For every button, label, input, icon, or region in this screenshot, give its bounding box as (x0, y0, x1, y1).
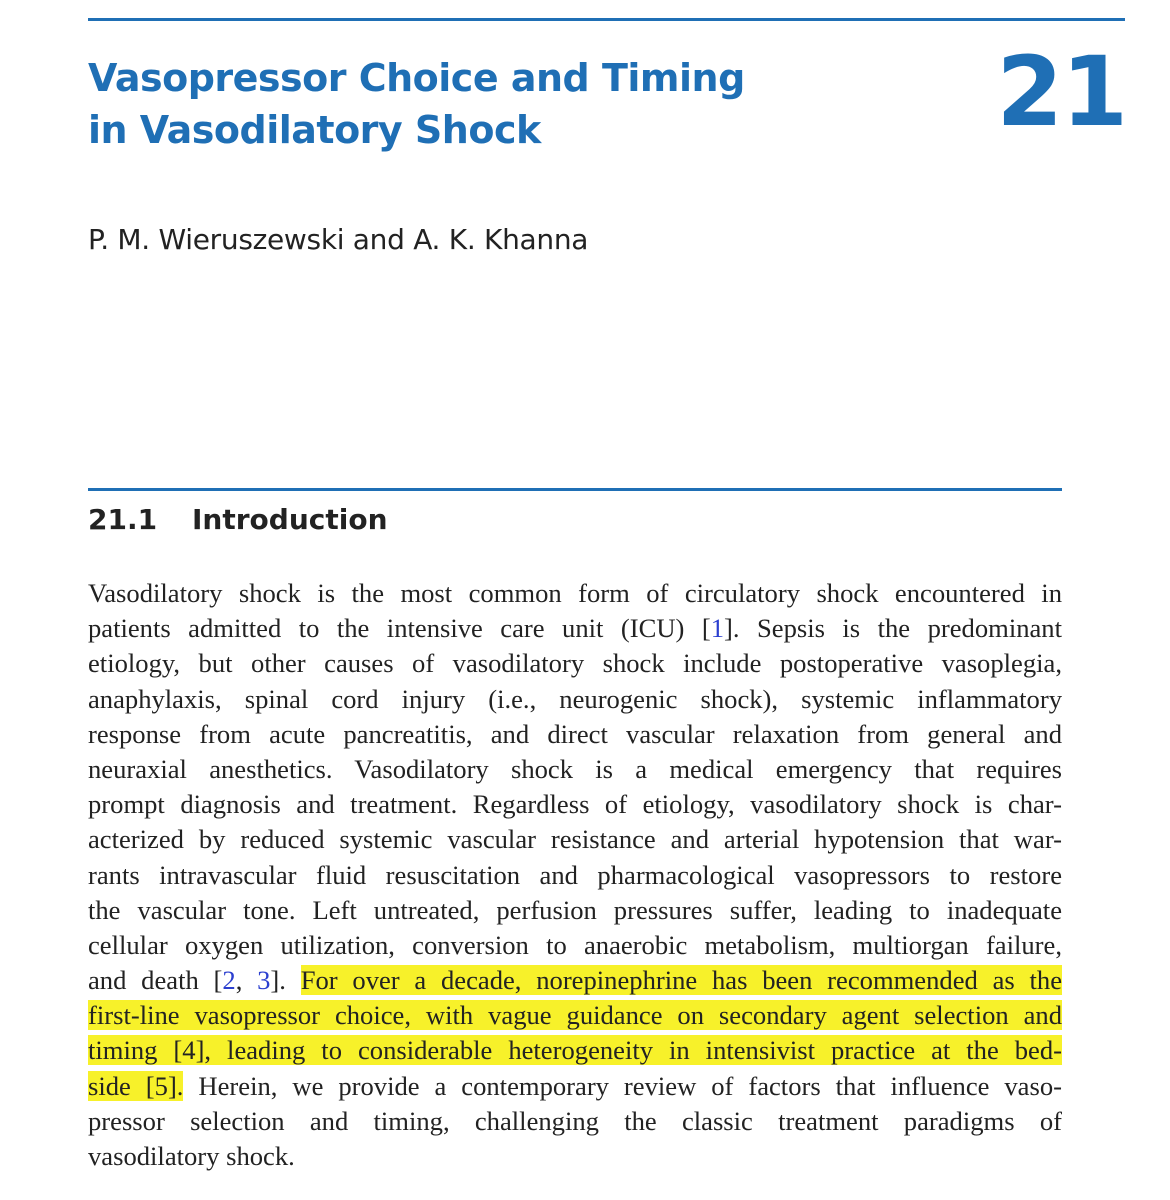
body-text-segment: ]. (270, 965, 301, 996)
body-paragraph (88, 576, 1062, 1174)
top-rule (88, 18, 1125, 21)
body-text-segment: ]. Sepsis is the predominant (724, 613, 1062, 644)
body-line: Vasodilatory shock is the most common form of circulatory shock encountered in (88, 578, 1062, 608)
highlighted-text: first-line vasopressor choice, with vague guidance on secondary agent selection and (88, 1000, 1062, 1031)
body-line: pressor selection and timing, challenging the classic treatment paradigms of (88, 1105, 1062, 1136)
body-line (88, 963, 1062, 998)
body-text-segment: , (235, 965, 258, 996)
body-text-segment: Herein, we provide a contemporary review of factors that influence vaso- (183, 1070, 1062, 1101)
citation-link[interactable]: 3 (257, 965, 271, 996)
section-title: Introduction (192, 503, 388, 536)
body-line: response from acute pancreatitis, and direct vascular relaxation from general and (88, 718, 1062, 749)
section-number: 21.1 (88, 503, 158, 536)
highlighted-text: side [5]. (88, 1070, 184, 1101)
body-text-segment: and death [ (88, 965, 223, 996)
chapter-number: 21 (996, 36, 1126, 148)
section-heading (88, 500, 388, 540)
citation-link[interactable]: 2 (222, 965, 236, 996)
body-line: prompt diagnosis and treatment. Regardless of etiology, vasodilatory shock is char- (88, 789, 1062, 820)
section-rule (88, 488, 1062, 491)
body-line: vasodilatory shock. (88, 1141, 295, 1171)
highlighted-text: For over a decade, norepinephrine has been recommended as the (300, 965, 1062, 996)
body-line: etiology, but other causes of vasodilatory shock include postoperative vasoplegia, (88, 648, 1062, 679)
body-line: the vascular tone. Left untreated, perfusion pressures suffer, leading to inadequate (88, 894, 1062, 925)
body-line: acterized by reduced systemic vascular resistance and arterial hypotension that war- (88, 824, 1062, 855)
body-line (88, 1069, 1062, 1104)
body-line: cellular oxygen utilization, conversion to anaerobic metabolism, multiorgan failure, (88, 929, 1062, 960)
body-line (88, 611, 1062, 646)
body-text-segment: patients admitted to the intensive care unit (ICU) [ (88, 613, 711, 644)
highlighted-text: timing [4], leading to considerable heterogeneity in intensivist practice at the bed- (88, 1035, 1062, 1066)
body-line (88, 1033, 1062, 1068)
body-line: rants intravascular fluid resuscitation and pharmacological vasopressors to restore (88, 859, 1062, 890)
body-line: anaphylaxis, spinal cord injury (i.e., neurogenic shock), systemic inflammatory (88, 683, 1062, 714)
chapter-title-line-2: in Vasodilatory Shock (88, 108, 541, 152)
citation-link[interactable]: 1 (710, 613, 724, 644)
authors: P. M. Wieruszewski and A. K. Khanna (88, 223, 589, 256)
chapter-title-line-1: Vasopressor Choice and Timing (88, 56, 745, 100)
body-line (88, 998, 1062, 1033)
chapter-title (88, 52, 848, 156)
body-line: neuraxial anesthetics. Vasodilatory shock is a medical emergency that requires (88, 753, 1062, 784)
